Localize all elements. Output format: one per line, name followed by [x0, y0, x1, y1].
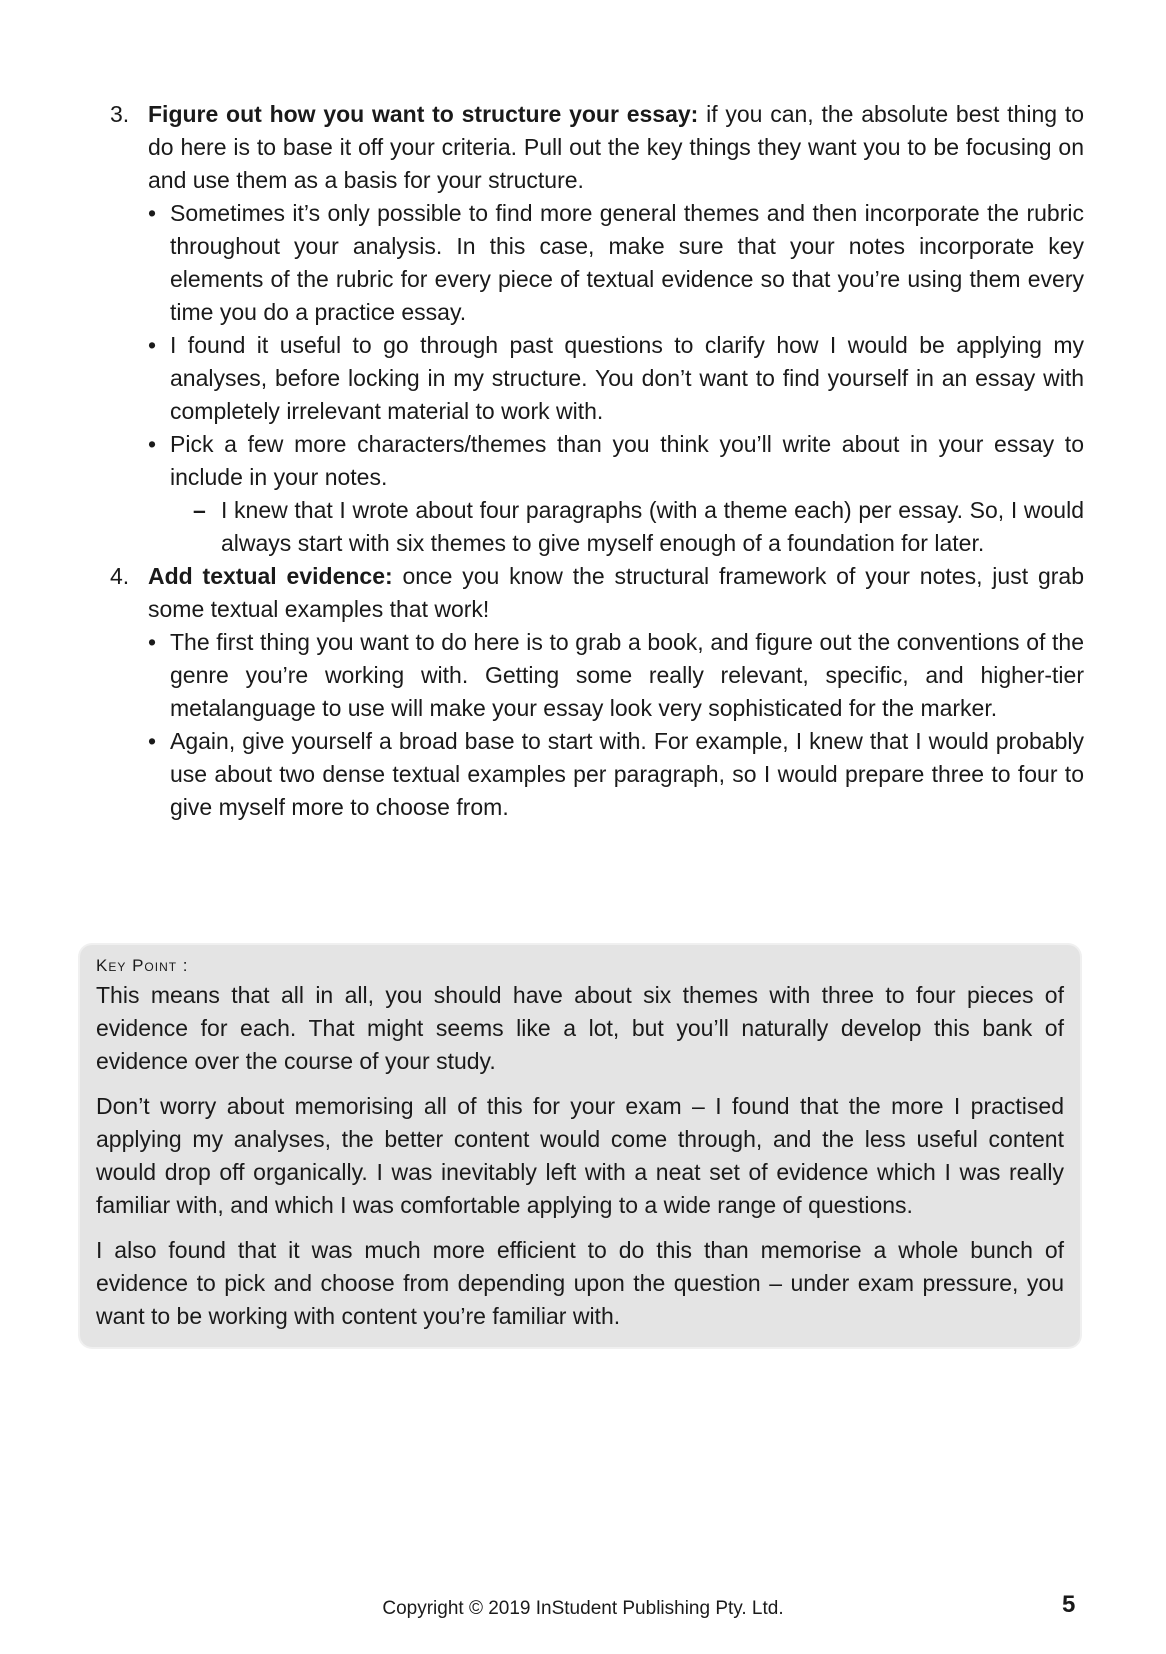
bullet-icon: •	[148, 728, 157, 754]
bullet-icon: •	[148, 200, 157, 226]
bullet-item	[110, 329, 1084, 428]
sub-bullet-text: I knew that I wrote about four paragraphs (with a theme each) per essay. So, I would always start with six themes to give myself enough of a foundation for later.	[221, 497, 1084, 556]
key-point-paragraph: I also found that it was much more efficient to do this than memorise a whole bunch of evidence to pick and choose from depending upon the question – under exam pressure, you want to be working with content you’re familiar with.	[96, 1237, 1064, 1329]
sub-bullet-item	[110, 494, 1084, 560]
bullet-text: Again, give yourself a broad base to start with. For example, I knew that I would probably use about two dense textual examples per paragraph, so I would prepare three to four to give myself more to choose from.	[170, 728, 1084, 820]
list-number: 4.	[110, 563, 130, 589]
list-item-body	[148, 560, 1084, 626]
bullet-text: I found it useful to go through past questions to clarify how I would be applying my analyses, before locking in my structure. You don’t want to find yourself in an essay with completely irrelevant material to work with.	[170, 332, 1084, 424]
list-item-text: once you know the structural framework of your notes, just grab some textual examples that work!	[148, 563, 1084, 622]
key-point-paragraph: This means that all in all, you should have about six themes with three to four pieces of evidence for each. That might seems like a lot, but you’ll naturally develop this bank of evidence over the course of your study.	[96, 982, 1064, 1074]
list-item-3	[110, 98, 1084, 197]
bullet-item	[110, 626, 1084, 725]
key-point-paragraph: Don’t worry about memorising all of this for your exam – I found that the more I practised applying my analyses, the better content would come through, and the less useful content would drop off organically. I was inevitably left with a neat set of evidence which I was really familiar with, and which I was comfortable applying to a wide range of questions.	[96, 1093, 1064, 1218]
bullet-list	[110, 197, 1084, 494]
list-item-heading: Add textual evidence:	[148, 563, 393, 589]
bullet-text: The first thing you want to do here is to grab a book, and figure out the conventions of the genre you’re working with. Getting some really relevant, specific, and higher-tier metalanguage to use will make your essay look very sophisticated for the marker.	[170, 629, 1084, 721]
list-item-4	[110, 560, 1084, 626]
bullet-text: Sometimes it’s only possible to find more general themes and then incorporate the rubric throughout your analysis. In this case, make sure that your notes incorporate key elements of the rubric for every piece of textual evidence so that you’re using them every time you do a practice essay.	[170, 200, 1084, 325]
dash-icon: –	[193, 497, 206, 523]
key-point-label: Key Point :	[96, 956, 189, 975]
bullet-item	[110, 428, 1084, 494]
list-item-body	[148, 98, 1084, 197]
bullet-icon: •	[148, 431, 157, 457]
main-content	[110, 98, 1084, 824]
page-number: 5	[1062, 1591, 1076, 1618]
list-item-text: if you can, the absolute best thing to do here is to base it off your criteria. Pull out the key things they want you to be focusing on and use them as a basis for your structure.	[148, 101, 1084, 193]
key-point-box	[80, 945, 1080, 1347]
bullet-list	[110, 626, 1084, 824]
list-number: 3.	[110, 101, 130, 127]
bullet-text: Pick a few more characters/themes than you think you’ll write about in your essay to include in your notes.	[170, 431, 1084, 490]
bullet-item	[110, 197, 1084, 329]
bullet-icon: •	[148, 629, 157, 655]
list-item-heading: Figure out how you want to structure your essay:	[148, 101, 699, 127]
copyright-footer: Copyright © 2019 InStudent Publishing Pty. Ltd.	[382, 1598, 784, 1619]
bullet-icon: •	[148, 332, 157, 358]
bullet-item	[110, 725, 1084, 824]
